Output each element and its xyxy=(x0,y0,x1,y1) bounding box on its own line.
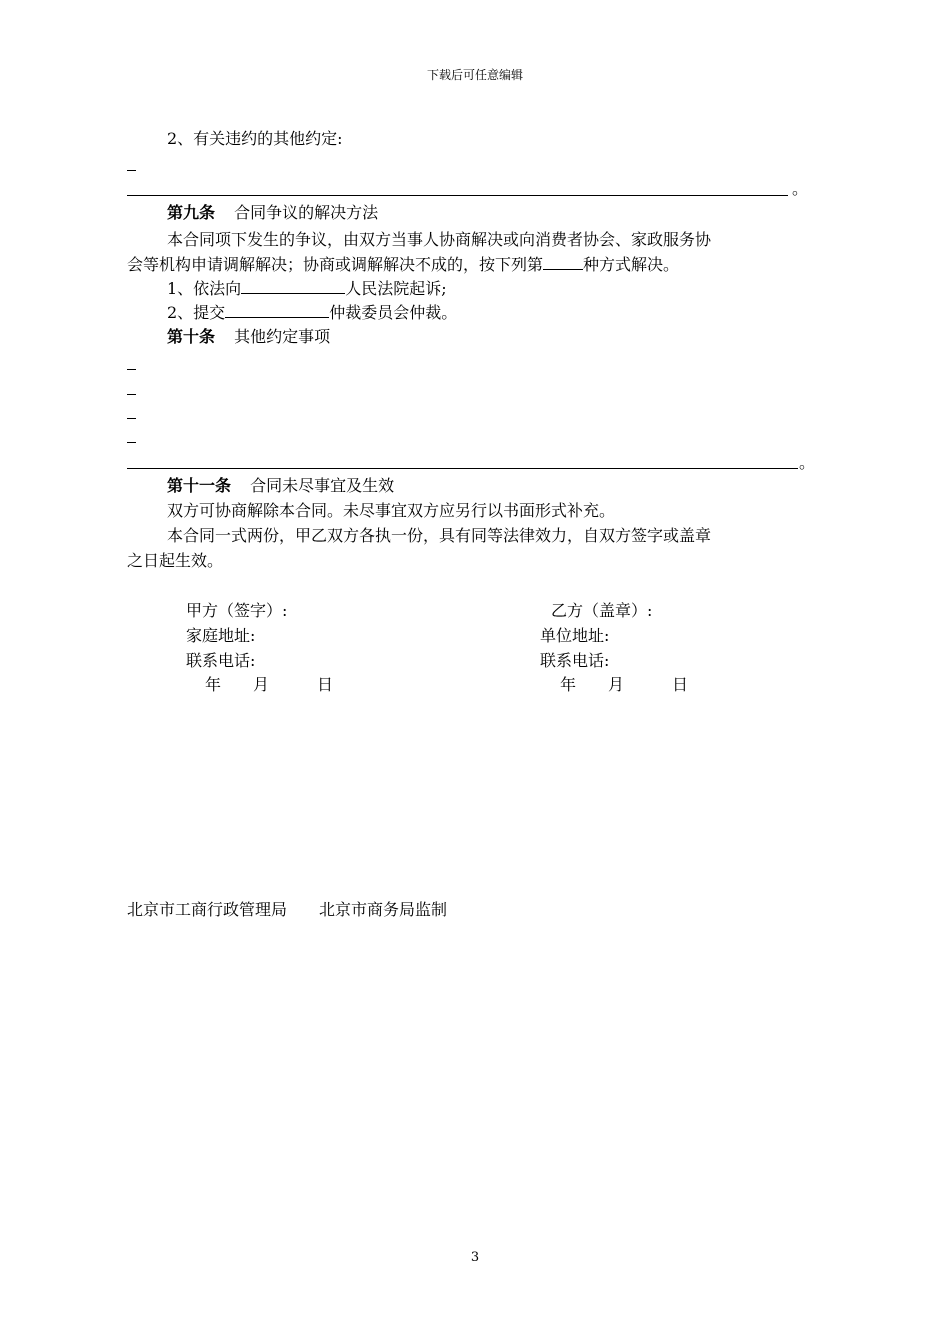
option2-text-b: 仲裁委员会仲裁。 xyxy=(329,303,458,322)
line-end-period: 。 xyxy=(792,179,809,198)
section11-para1: 双方可协商解除本合同。未尽事宜双方应另行以书面形式补充。 xyxy=(167,501,616,520)
section9-para-line2-b: 种方式解决。 xyxy=(583,255,680,274)
party-b-date: 年 月 日 xyxy=(560,675,689,694)
line-end-period: 。 xyxy=(799,453,816,472)
blank-dash xyxy=(127,418,136,419)
section11-para2-line1: 本合同一式两份，甲乙双方各执一份，具有同等法律效力，自双方签字或盖章 xyxy=(167,526,712,545)
party-b-address: 单位地址: xyxy=(540,626,610,645)
arbitration-blank xyxy=(225,301,329,318)
section9-option2 xyxy=(167,301,457,324)
party-a-date: 年 月 日 xyxy=(205,675,334,694)
section8-item2: 2、有关违约的其他约定: xyxy=(167,129,343,148)
section10-title: 第十条 xyxy=(167,327,216,346)
section11-para2-line2: 之日起生效。 xyxy=(127,551,224,570)
party-a-address: 家庭地址: xyxy=(186,626,256,645)
section9-para-line2-a: 会等机构申请调解解决；协商或调解解决不成的，按下列第 xyxy=(127,255,544,274)
page-header: 下载后可任意编辑 xyxy=(426,68,523,82)
method-number-blank xyxy=(543,253,583,270)
section10-heading xyxy=(167,326,330,348)
party-b-sign: 乙方（盖章）: xyxy=(551,601,653,620)
section9-title: 第九条 xyxy=(167,203,216,222)
option2-text-a: 2、提交 xyxy=(167,303,226,322)
option1-text-b: 人民法院起诉; xyxy=(345,279,447,298)
section9-heading-text: 合同争议的解决方法 xyxy=(234,203,379,222)
party-a-phone: 联系电话: xyxy=(186,651,256,670)
page-number: 3 xyxy=(470,1250,480,1265)
blank-dash xyxy=(127,442,136,443)
court-blank xyxy=(241,277,345,294)
section9-para-line2 xyxy=(127,253,679,276)
party-a-sign: 甲方（签字）: xyxy=(186,601,288,620)
fill-in-line xyxy=(127,195,788,196)
option1-text-a: 1、依法向 xyxy=(167,279,242,298)
blank-dash xyxy=(127,394,136,395)
section9-heading xyxy=(167,202,378,224)
fill-in-line xyxy=(127,468,798,469)
section10-heading-text: 其他约定事项 xyxy=(234,327,331,346)
section9-option1 xyxy=(167,277,447,300)
supervision-footer: 北京市工商行政管理局 北京市商务局监制 xyxy=(127,900,448,919)
section11-title: 第十一条 xyxy=(167,476,232,495)
blank-dash xyxy=(127,170,136,171)
party-b-phone: 联系电话: xyxy=(540,651,610,670)
section11-heading xyxy=(167,475,394,497)
blank-dash xyxy=(127,369,136,370)
section11-heading-text: 合同未尽事宜及生效 xyxy=(250,476,395,495)
section9-para-line1: 本合同项下发生的争议，由双方当事人协商解决或向消费者协会、家政服务协 xyxy=(167,230,712,249)
